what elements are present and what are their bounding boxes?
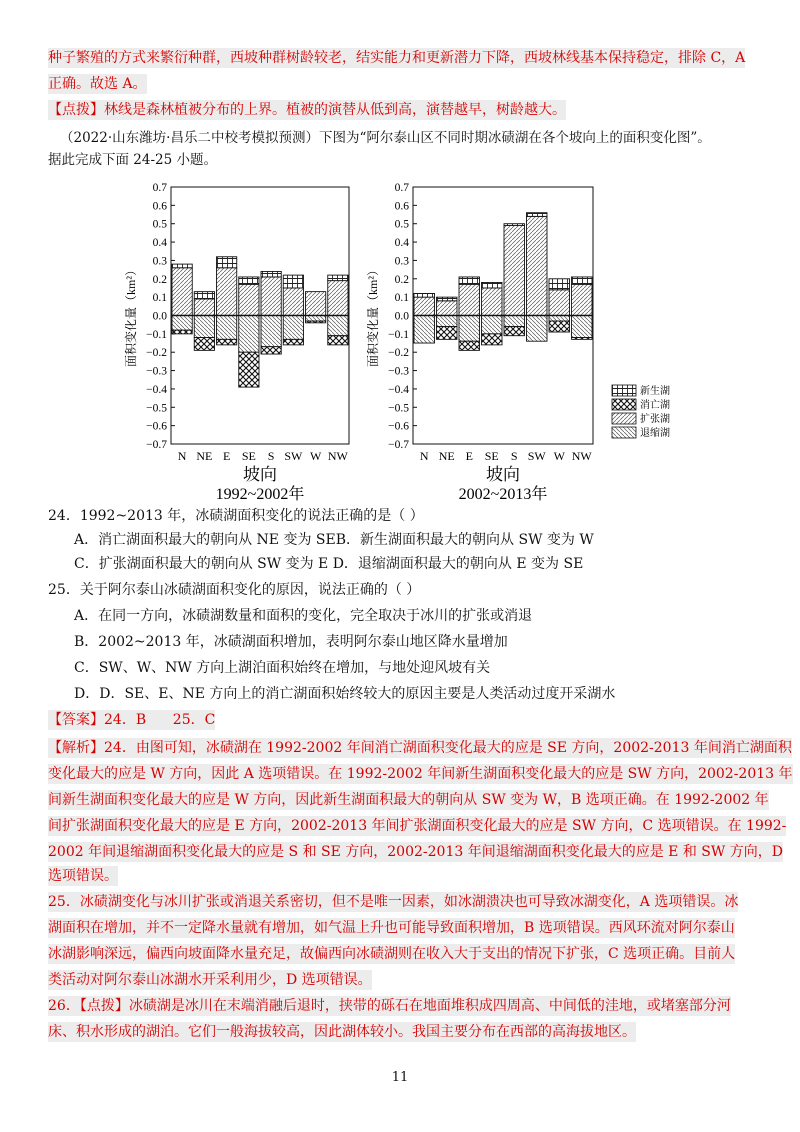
bar-NW-消亡湖 — [328, 336, 348, 345]
bar-SE-消亡湖 — [239, 352, 259, 387]
bar-E-消亡湖 — [459, 341, 480, 350]
analysis-line-7: 25．冰碛湖变化与冰川扩张或消退关系密切，但不是唯一因素，如冰湖溃决也可导致冰湖变化，A 选项错误。冰 — [48, 894, 739, 910]
y-tick-label: 0.5 — [152, 218, 167, 231]
q24-options-ab: A．消亡湖面积最大的朝向从 NE 变为 SEB．新生湖面积最大的朝向从 SW 变为 W — [74, 532, 594, 548]
bar-NW-退缩湖 — [328, 316, 348, 336]
x-tick-label: S — [267, 449, 275, 463]
legend-label-new: 新生湖 — [640, 386, 670, 397]
q25-stem: 25．关于阿尔泰山冰碛湖面积变化的原因，说法正确的（ ） — [48, 582, 421, 598]
bar-N-退缩湖 — [414, 316, 435, 344]
legend-label-dead: 消亡湖 — [640, 400, 670, 411]
bar-W-消亡湖 — [549, 321, 570, 332]
chart-legend — [612, 384, 670, 439]
bar-SW-退缩湖 — [527, 316, 548, 342]
bar-W-退缩湖 — [549, 316, 570, 322]
chart-title: 1992~2002年 — [215, 486, 305, 503]
y-tick-label: −0.2 — [146, 347, 167, 360]
question-header-line-2: 据此完成下面 24-25 小题。 — [48, 152, 218, 168]
bar-E-退缩湖 — [217, 316, 237, 340]
answer-text: 24．B 25．C — [104, 712, 216, 728]
bar-SW-消亡湖 — [283, 339, 303, 345]
x-tick-label: NW — [327, 449, 348, 463]
y-tick-label: −0.5 — [388, 402, 409, 415]
x-tick-label: NE — [438, 449, 455, 463]
x-axis-label: 坡向 — [486, 465, 520, 484]
analysis-line-8: 湖面积在增加，并不一定降水量就有增加，如气温上升也可能导致面积增加，B 选项错误。西风环流对阿尔泰山 — [48, 920, 735, 936]
x-tick-label: N — [419, 449, 429, 463]
bar-NE-退缩湖 — [194, 316, 214, 338]
y-tick-label: 0.1 — [152, 292, 167, 305]
y-tick-label: −0.1 — [388, 328, 409, 341]
tip26-label: 26．【点拨】 — [48, 998, 129, 1014]
x-tick-label: N — [177, 449, 187, 463]
y-tick-label: 0.1 — [394, 292, 409, 305]
x-tick-label: E — [465, 449, 473, 463]
tip26-line-1 — [48, 996, 731, 1016]
bar-S-消亡湖 — [261, 347, 281, 354]
q25-option-b: B．2002~2013 年，冰碛湖面积增加，表明阿尔泰山地区降水量增加 — [74, 634, 508, 650]
bar-SE-退缩湖 — [482, 316, 503, 334]
bar-SW-扩张湖 — [527, 216, 548, 315]
bar-SE-退缩湖 — [239, 316, 259, 353]
x-tick-label: NW — [571, 449, 592, 463]
bar-NW-扩张湖 — [328, 281, 348, 316]
y-tick-label: −0.3 — [146, 365, 167, 378]
bar-N-新生湖 — [414, 293, 435, 297]
y-tick-label: 0.0 — [394, 310, 409, 323]
bar-SE-新生湖 — [482, 282, 503, 288]
x-tick-label: SW — [527, 449, 546, 463]
bar-SE-消亡湖 — [482, 334, 503, 345]
analysis-line-10: 类活动对阿尔泰山冰湖水开采利用少，D 选项错误。 — [48, 972, 372, 988]
tip26-text-1: 冰碛湖是冰川在末端消融后退时，挟带的砾石在地面堆积成四周高、中间低的洼地，或堵塞部分河 — [128, 998, 731, 1014]
bar-E-消亡湖 — [217, 339, 237, 345]
bar-W-新生湖 — [549, 279, 570, 290]
tip-label: 【点拨】 — [48, 102, 104, 118]
bar-E-新生湖 — [459, 277, 480, 284]
q24-stem: 24．1992~2013 年，冰碛湖面积变化的说法正确的是（ ） — [48, 508, 424, 524]
y-tick-label: 0.7 — [394, 182, 409, 194]
y-tick-label: −0.6 — [146, 420, 167, 433]
legend-swatch-expand — [612, 413, 636, 424]
analysis-line-1 — [48, 738, 792, 758]
x-tick-label: NE — [196, 449, 213, 463]
answer-line — [48, 710, 215, 730]
y-axis-label: 面积变化量（km²） — [124, 264, 138, 367]
x-tick-label: E — [222, 449, 231, 463]
tip26-line-2: 床、积水形成的湖泊。它们一般海拔较高，因此湖体较小。我国主要分布在西部的高海拔地区。 — [48, 1024, 636, 1040]
page-number: 11 — [391, 1070, 409, 1085]
y-tick-label: −0.5 — [146, 402, 167, 415]
y-tick-label: 0.4 — [152, 237, 167, 250]
bar-E-扩张湖 — [459, 284, 480, 315]
analysis-line-3: 间新生湖面积变化最大的应是 W 方向，因此新生湖面积最大的朝向从 SW 变为 W，B 选项正确。在 1992-2002 年 — [48, 792, 769, 808]
x-tick-label: SW — [284, 449, 303, 463]
x-tick-label: W — [553, 449, 565, 463]
legend-label-shrink: 退缩湖 — [640, 428, 670, 439]
chart-title: 2002~2013年 — [458, 486, 548, 503]
y-tick-label: −0.1 — [146, 328, 167, 341]
bar-S-新生湖 — [504, 224, 525, 226]
analysis-line-6: 选项错误。 — [48, 868, 118, 884]
y-tick-label: −0.7 — [146, 439, 167, 451]
q25-option-c: C．SW、W、NW 方向上湖泊面积始终在增加，与地处迎风坡有关 — [74, 660, 491, 676]
bar-N-扩张湖 — [172, 268, 192, 316]
bar-S-新生湖 — [261, 271, 281, 277]
y-axis-label: 面积变化量（km²） — [366, 264, 380, 367]
bar-NE-消亡湖 — [437, 327, 458, 340]
x-axis-label: 坡向 — [243, 465, 277, 484]
analysis-line-4: 间扩张湖面积变化最大的应是 E 方向，2002-2013 年间扩张湖面积变化最大的应是 SW 方向，C 选项错误。在 1992- — [48, 818, 787, 834]
y-tick-label: 0.4 — [394, 237, 409, 250]
q25-option-a: A．在同一方向，冰碛湖数量和面积的变化，完全取决于冰川的扩张或消退 — [74, 608, 533, 624]
tip-text: 林线是森林植被分布的上界。植被的演替从低到高，演替越早，树龄越大。 — [104, 102, 566, 118]
bar-NE-扩张湖 — [437, 301, 458, 316]
y-tick-label: −0.4 — [388, 383, 409, 396]
intro-line-2: 正确。故选 A。 — [48, 76, 147, 92]
y-tick-label: 0.7 — [152, 182, 167, 194]
question-header-line-1: （2022·山东潍坊·昌乐二中校考模拟预测）下图为“阿尔泰山区不同时期冰碛湖在各个坡向上的面积变化图”。 — [60, 130, 711, 146]
bar-NE-扩张湖 — [194, 299, 214, 316]
bar-S-扩张湖 — [504, 226, 525, 316]
intro-line-1: 种子繁殖的方式来繁衍种群，西坡种群树龄较老，结实能力和更新潜力下降，西坡林线基本保持稳定，排除 C，A — [48, 50, 746, 66]
bar-SW-新生湖 — [283, 275, 303, 288]
bar-SE-新生湖 — [239, 277, 259, 284]
bar-S-退缩湖 — [261, 316, 281, 347]
bar-NE-新生湖 — [437, 297, 458, 301]
y-tick-label: 0.3 — [394, 255, 409, 268]
bar-SE-扩张湖 — [239, 284, 259, 315]
x-tick-label: W — [309, 449, 322, 463]
bar-W-消亡湖 — [306, 321, 326, 323]
chart-1992-2002 — [123, 182, 349, 503]
bar-NW-消亡湖 — [572, 338, 593, 340]
bar-SE-扩张湖 — [482, 288, 503, 316]
analysis-line-9: 冰湖影响深远，偏西向坡面降水量充足，故偏西向冰碛湖则在收入大于支出的情况下扩张，C 选项正确。目前人 — [48, 946, 736, 962]
bar-N-扩张湖 — [414, 297, 435, 315]
y-tick-label: 0.5 — [394, 218, 409, 231]
y-tick-label: −0.2 — [388, 347, 409, 360]
bar-S-扩张湖 — [261, 277, 281, 316]
y-tick-label: 0.6 — [152, 200, 167, 213]
bar-SW-新生湖 — [527, 213, 548, 217]
bar-E-新生湖 — [217, 257, 237, 268]
bar-E-扩张湖 — [217, 268, 237, 316]
bar-NW-扩张湖 — [572, 284, 593, 315]
q24-options-cd: C．扩张湖面积最大的朝向从 SW 变为 E D．退缩湖面积最大的朝向从 E 变为 SE — [74, 556, 584, 572]
legend-swatch-new — [612, 385, 636, 396]
x-tick-label: SE — [241, 449, 256, 463]
bar-N-新生湖 — [172, 264, 192, 268]
bar-W-扩张湖 — [306, 292, 326, 316]
y-tick-label: 0.0 — [152, 310, 167, 323]
bar-W-退缩湖 — [306, 316, 326, 322]
bar-E-退缩湖 — [459, 316, 480, 342]
y-tick-label: 0.2 — [152, 273, 167, 286]
bar-S-退缩湖 — [504, 316, 525, 327]
bar-W-扩张湖 — [549, 290, 570, 316]
bar-SW-扩张湖 — [283, 288, 303, 316]
analysis-line-5: 2002 年间退缩湖面积变化最大的应是 S 和 SE 方向，2002-2013 年间退缩湖面积变化最大的应是 E 和 SW 方向，D — [48, 844, 783, 860]
x-tick-label: SE — [484, 449, 499, 463]
legend-label-expand: 扩张湖 — [640, 414, 670, 425]
bar-NW-新生湖 — [572, 277, 593, 284]
y-tick-label: 0.2 — [394, 273, 409, 286]
legend-swatch-dead — [612, 399, 636, 410]
analysis-text-1: 24．由图可知，冰碛湖在 1992-2002 年间消亡湖面积变化最大的应是 SE 方向，2002-2013 年间消亡湖面积 — [104, 740, 792, 756]
bar-NE-退缩湖 — [437, 316, 458, 327]
x-tick-label: S — [510, 449, 518, 463]
intro-tip — [48, 100, 566, 120]
y-tick-label: 0.3 — [152, 255, 167, 268]
bar-N-退缩湖 — [172, 316, 192, 331]
q25-option-d: D．D．SE、E、NE 方向上的消亡湖面积始终较大的原因主要是人类活动过度开采湖水 — [74, 686, 616, 702]
bar-NW-退缩湖 — [572, 316, 593, 338]
charts-figure — [0, 176, 800, 506]
y-tick-label: 0.6 — [394, 200, 409, 213]
analysis-line-2: 变化最大的应是 W 方向，因此 A 选项错误。在 1992-2002 年间新生湖面积变化最大的应是 SW 方向，2002-2013 年 — [48, 766, 793, 782]
bar-S-消亡湖 — [504, 327, 525, 336]
y-tick-label: −0.6 — [388, 420, 409, 433]
bar-SW-退缩湖 — [283, 316, 303, 340]
bar-N-消亡湖 — [172, 330, 192, 334]
bar-NE-新生湖 — [194, 292, 214, 299]
analysis-label: 【解析】 — [48, 740, 104, 756]
answer-label: 【答案】 — [48, 712, 104, 728]
chart-2002-2013 — [365, 182, 593, 503]
bar-NE-消亡湖 — [194, 338, 214, 351]
bar-NW-新生湖 — [328, 275, 348, 281]
y-tick-label: −0.4 — [146, 383, 167, 396]
y-tick-label: −0.7 — [388, 439, 409, 451]
y-tick-label: −0.3 — [388, 365, 409, 378]
legend-swatch-shrink — [612, 427, 636, 438]
